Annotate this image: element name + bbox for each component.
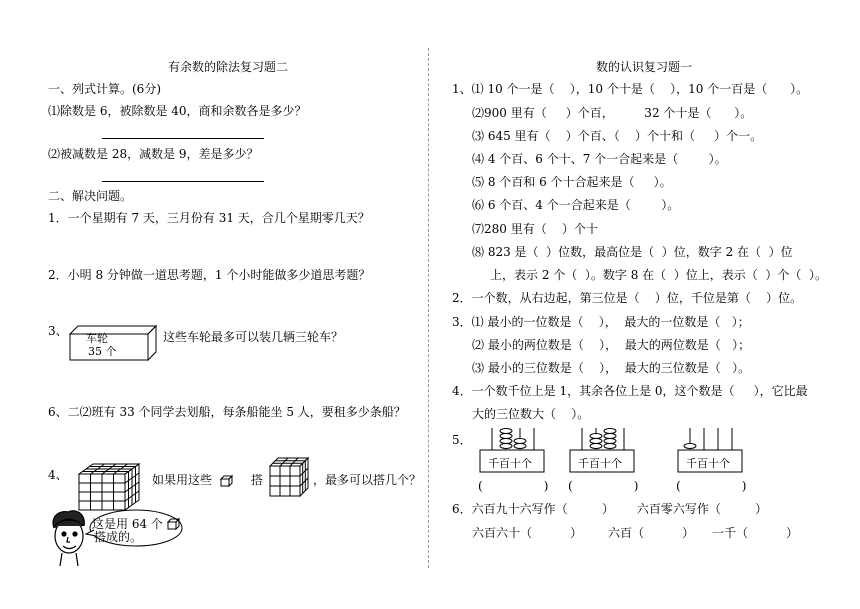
r-q6-line2-b: 六百（ ） — [608, 526, 695, 540]
r-q4-line1: 4．一个数千位上是 1，其余各位上是 0，这个数是（ ），它比最 — [452, 384, 808, 398]
problem-1: 1．一个星期有 7 天，三月份有 31 天，合几个星期零几天？ — [48, 211, 370, 225]
abacus-2-label: 千百十个 — [578, 457, 622, 470]
answer-line-2 — [102, 181, 264, 182]
abacus-3-label: 千百十个 — [686, 457, 730, 470]
r-q1-4: ⑷ 4 个百、6 个十、7 个一合起来是（ ）。 — [472, 152, 727, 166]
r-q1-6: ⑹ 6 个百、4 个一合起来是（ ）。 — [472, 198, 680, 212]
r-q3-3: ⑶ 最小的三位数是（ ）， 最大的三位数是（ ）。 — [472, 361, 751, 375]
cube-block-3x3x3-icon — [268, 456, 310, 498]
problem-4-number: 4、 — [48, 468, 68, 482]
left-title: 有余数的除法复习题二 — [168, 60, 289, 74]
abacus-1-label: 千百十个 — [488, 457, 532, 470]
problem-2: 2．小明 8 分钟做一道思考题，1 个小时能做多少道思考题？ — [48, 268, 371, 282]
cube-block-4x4x4-icon — [77, 462, 143, 512]
abacus-3-answer: ( ) — [676, 479, 747, 493]
r-q1-8b: 上，表示 2 个（ ）。数字 8 在（ ）位上，表示（ ）个（ ）。 — [490, 268, 828, 282]
r-q6-line2-a: 六百六十（ ） — [472, 526, 583, 540]
r-q1-3: ⑶ 645 里有（ ）个百、（ ）个十和（ ）个一。 — [472, 129, 763, 143]
abacus-1-answer: ( ) — [478, 479, 549, 493]
wheel-box-label: 车轮 — [86, 332, 108, 345]
question-1: ⑴除数是 6，被除数是 40，商和余数各是多少？ — [48, 104, 307, 118]
question-2: ⑵被减数是 28，减数是 9，差是多少？ — [48, 147, 259, 161]
problem-3-text: 这些车轮最多可以装几辆三轮车？ — [163, 330, 344, 344]
problem-4-text-a: 如果用这些 — [152, 473, 213, 487]
r-q1-8a: ⑻ 823 是（ ）位数，最高位是（ ）位，数字 2 在（ ）位 — [472, 245, 793, 259]
abacus-2-answer: ( ) — [568, 479, 639, 493]
section-two-heading: 二、解决问题。 — [48, 189, 133, 203]
bubble-text-line-2: 搭成的。 — [94, 530, 143, 544]
small-cube-icon — [220, 475, 234, 487]
small-cube-icon — [167, 518, 181, 530]
wheel-box-count: 35 个 — [88, 345, 117, 358]
r-q4-line2: 大的三位数大（ ）。 — [472, 407, 590, 421]
bubble-text-line-1: 这是用 64 个 — [92, 517, 163, 531]
r-q1-1: 1、⑴ 10 个一是（ ），10 个十是（ ），10 个一百是（ ）。 — [452, 82, 809, 96]
right-title: 数的认识复习题一 — [596, 60, 693, 74]
r-q1-7: ⑺280 里有（ ）个十 — [472, 222, 598, 236]
r-q5-number: 5． — [452, 433, 472, 447]
column-divider — [428, 48, 429, 568]
r-q3-1: 3．⑴ 最小的一位数是（ ）， 最大的一位数是（ ）； — [452, 315, 750, 329]
answer-line-1 — [102, 138, 264, 139]
r-q6-line2-c: 一千（ ） — [712, 526, 799, 540]
r-q1-2: ⑵900 里有（ ）个百， 32 个十是（ ）。 — [472, 106, 753, 120]
r-q3-2: ⑵ 最小的两位数是（ ）， 最大的两位数是（ ）； — [472, 338, 751, 352]
section-one-heading: 一、列式计算。(6分) — [48, 82, 161, 96]
r-q1-5: ⑸ 8 个百和 6 个十合起来是（ ）。 — [472, 175, 672, 189]
r-q6-line1: 6．六百九十六写作（ ） 六百零六写作（ ） — [452, 502, 768, 516]
r-q2: 2．一个数，从右边起，第三位是（ ）位，千位是第（ ）位。 — [452, 291, 803, 305]
problem-4-text-c: ，最多可以搭几个？ — [313, 473, 422, 487]
problem-3-number: 3、 — [48, 324, 68, 338]
problem-6: 6、二⑵班有 33 个同学去划船，每条船能坐 5 人，要租多少条船？ — [48, 405, 406, 419]
problem-4-text-b: 搭 — [251, 473, 264, 487]
